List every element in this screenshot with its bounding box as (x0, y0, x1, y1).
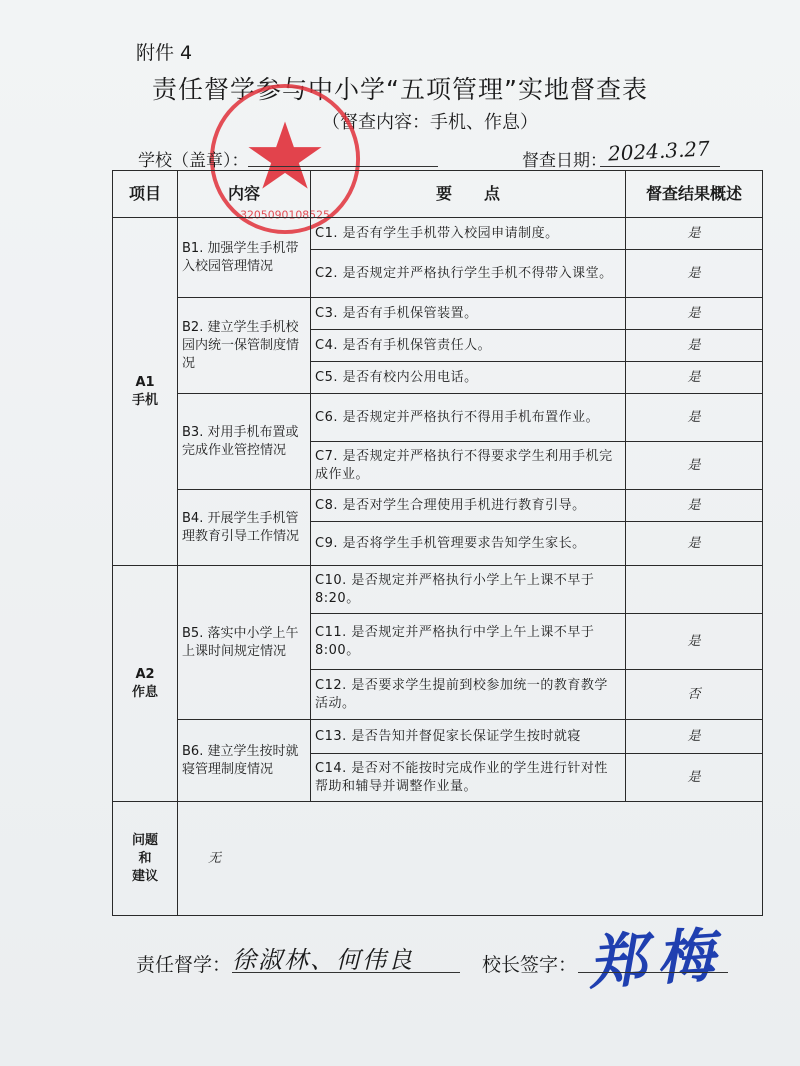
principal-signature: 郑梅 (586, 920, 727, 998)
point-c12: C12. 是否要求学生提前到校参加统一的教育教学活动。 (311, 670, 626, 720)
header-item: 项目 (113, 171, 178, 218)
date-line (600, 166, 720, 167)
header-content: 内容 (178, 171, 311, 218)
point-c11: C11. 是否规定并严格执行中学上午上课不早于8:00。 (311, 614, 626, 670)
attachment-label: 附件 4 (136, 42, 193, 64)
point-c4: C4. 是否有手机保管责任人。 (311, 330, 626, 362)
result-c3: 是 (626, 298, 763, 330)
content-b4: B4. 开展学生手机管理教育引导工作情况 (178, 490, 311, 566)
inspection-table (112, 170, 763, 916)
point-c8: C8. 是否对学生合理使用手机进行教育引导。 (311, 490, 626, 522)
result-c7: 是 (626, 442, 763, 490)
result-c13: 是 (626, 720, 763, 754)
school-label: 学校（盖章）： (138, 151, 249, 171)
result-c11: 是 (626, 614, 763, 670)
point-c9: C9. 是否将学生手机管理要求告知学生家长。 (311, 522, 626, 566)
date-label: 督查日期： (522, 151, 607, 171)
point-c14: C14. 是否对不能按时完成作业的学生进行针对性帮助和辅导并调整作业量。 (311, 754, 626, 802)
supervisor-label: 责任督学： (136, 954, 232, 976)
section-a1 (113, 218, 178, 566)
point-c5: C5. 是否有校内公用电话。 (311, 362, 626, 394)
issues-value: 无 (178, 802, 763, 916)
svg-text:3205090108525: 3205090108525 (240, 208, 330, 222)
table-row (113, 394, 763, 442)
content-b1: B1. 加强学生手机带入校园管理情况 (178, 218, 311, 298)
point-c7: C7. 是否规定并严格执行不得要求学生利用手机完成作业。 (311, 442, 626, 490)
document-title: 责任督学参与中小学“五项管理”实地督查表 (152, 75, 648, 104)
principal-label: 校长签字： (482, 954, 578, 976)
result-c14: 是 (626, 754, 763, 802)
table-header-row (113, 171, 763, 218)
section-a2-code: A2 (135, 666, 155, 682)
content-b6: B6. 建立学生按时就寝管理制度情况 (178, 720, 311, 802)
result-c5: 是 (626, 362, 763, 394)
result-c1: 是 (626, 218, 763, 250)
header-result: 督查结果概述 (626, 171, 763, 218)
section-a2-name: 作息 (131, 684, 158, 700)
table-row (113, 490, 763, 522)
document-subtitle: （督查内容：手机、作息） (322, 112, 538, 133)
date-value: 2024.3.27 (607, 136, 711, 166)
table-row (113, 218, 763, 250)
result-c12: 否 (626, 670, 763, 720)
result-c2: 是 (626, 250, 763, 298)
supervisor-line (232, 972, 460, 973)
table-row (113, 720, 763, 754)
principal-line (578, 972, 728, 973)
table-row (113, 298, 763, 330)
section-a1-code: A1 (135, 374, 155, 390)
point-c10: C10. 是否规定并严格执行小学上午上课不早于8:20。 (311, 566, 626, 614)
content-b5: B5. 落实中小学上午上课时间规定情况 (178, 566, 311, 720)
issues-row (113, 802, 763, 916)
result-c10 (626, 566, 763, 614)
header-points: 要 点 (311, 171, 626, 218)
point-c6: C6. 是否规定并严格执行不得用手机布置作业。 (311, 394, 626, 442)
section-a2 (113, 566, 178, 802)
result-c6: 是 (626, 394, 763, 442)
supervisor-signature: 徐淑林、何伟良 (232, 946, 414, 974)
section-a1-name: 手机 (131, 392, 158, 408)
content-b3: B3. 对用手机布置或完成作业管控情况 (178, 394, 311, 490)
result-c4: 是 (626, 330, 763, 362)
issues-label: 问题 和 建议 (113, 802, 178, 916)
point-c13: C13. 是否告知并督促家长保证学生按时就寝 (311, 720, 626, 754)
point-c1: C1. 是否有学生手机带入校园申请制度。 (311, 218, 626, 250)
table-row (113, 566, 763, 614)
school-line (248, 166, 438, 167)
content-b2: B2. 建立学生手机校园内统一保管制度情况 (178, 298, 311, 394)
point-c3: C3. 是否有手机保管装置。 (311, 298, 626, 330)
result-c9: 是 (626, 522, 763, 566)
result-c8: 是 (626, 490, 763, 522)
point-c2: C2. 是否规定并严格执行学生手机不得带入课堂。 (311, 250, 626, 298)
